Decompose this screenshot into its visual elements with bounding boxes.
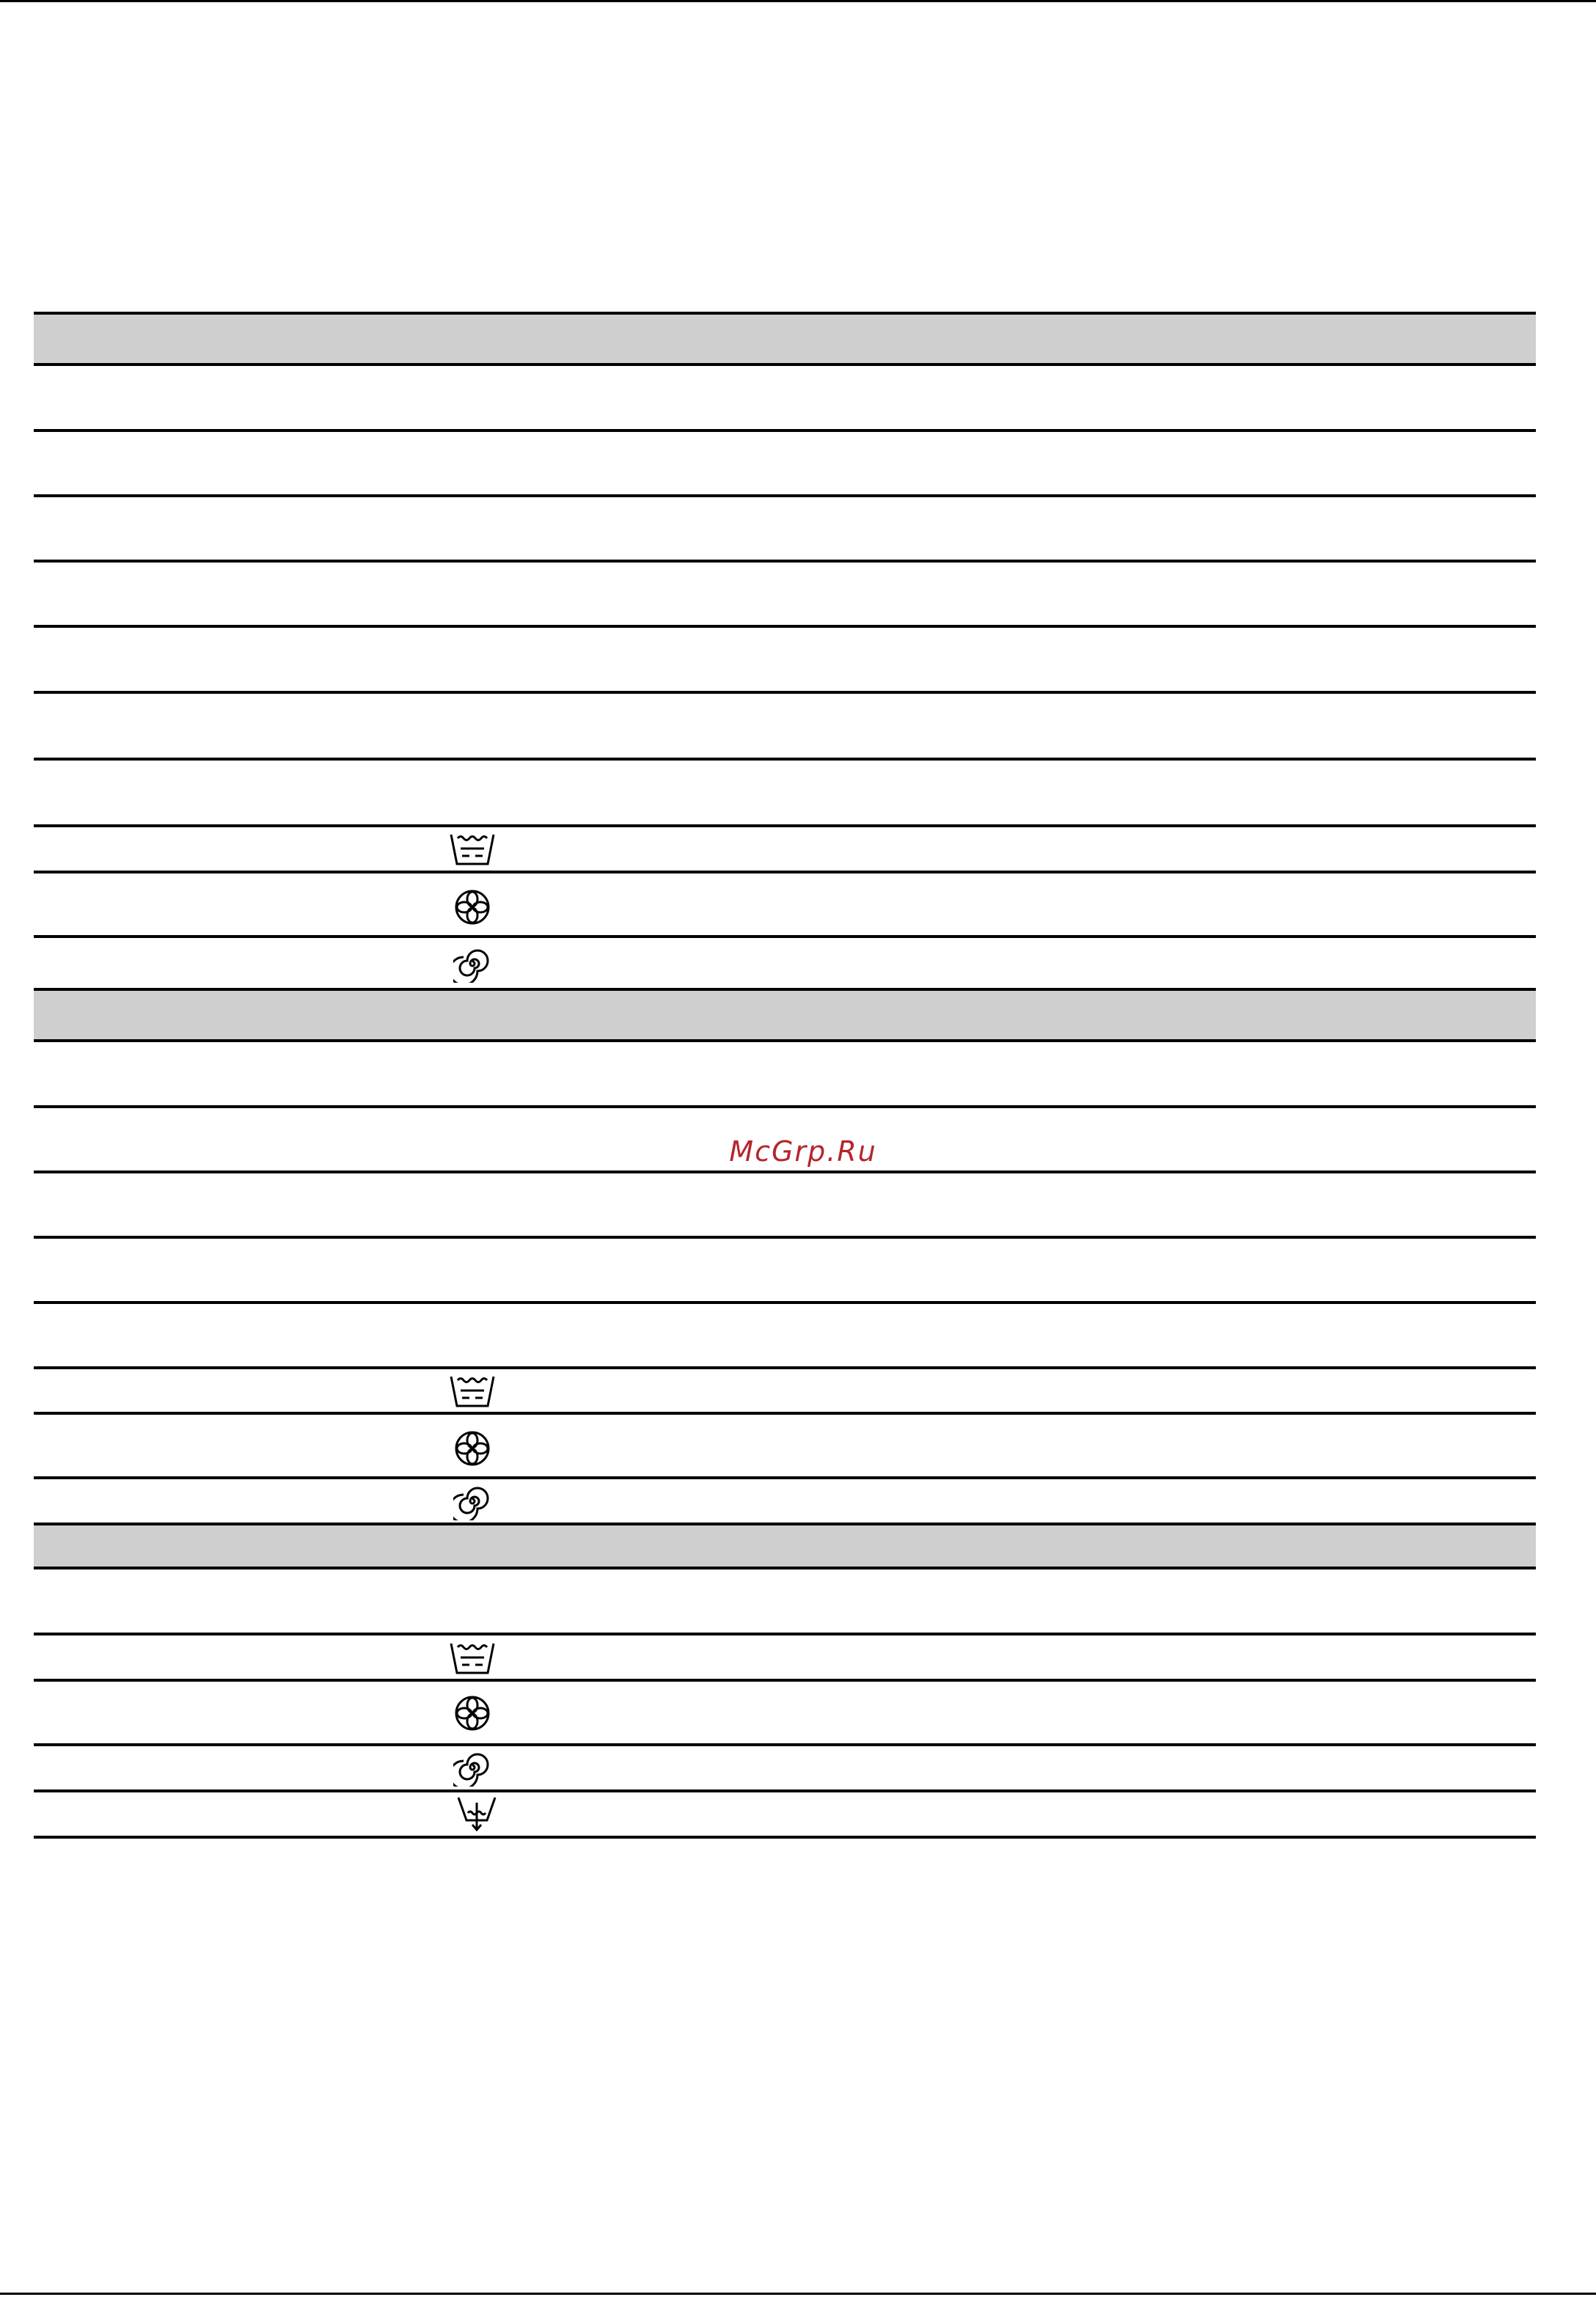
table-row-divider — [34, 1236, 1536, 1239]
spiral-spin-icon — [453, 945, 491, 983]
watermark-text: McGrp.Ru — [729, 1135, 877, 1168]
wash-tub-icon — [449, 1373, 496, 1408]
table-row-divider — [34, 1366, 1536, 1369]
table-row-divider — [34, 494, 1536, 497]
table-row-divider — [34, 1836, 1536, 1839]
fan-flower-icon — [453, 1429, 491, 1468]
table-row-divider — [34, 1743, 1536, 1746]
spiral-spin-icon — [453, 1482, 491, 1520]
table-row-divider — [34, 691, 1536, 694]
page-top-rule — [0, 0, 1596, 2]
table-row-divider — [34, 625, 1536, 628]
page-bottom-rule — [0, 2293, 1596, 2295]
table-row-divider — [34, 1476, 1536, 1479]
drain-tub-icon — [456, 1795, 497, 1832]
wash-tub-icon — [449, 1640, 496, 1675]
table-row-divider — [34, 935, 1536, 938]
table-row-divider — [34, 429, 1536, 432]
fan-flower-icon — [453, 888, 491, 926]
fan-flower-icon — [453, 1694, 491, 1732]
table-row-divider — [34, 1412, 1536, 1415]
table-row-divider — [34, 560, 1536, 563]
section-header-band-2 — [34, 988, 1536, 1042]
table-row-divider — [34, 824, 1536, 827]
table-row-divider — [34, 1633, 1536, 1635]
table-row-divider — [34, 758, 1536, 761]
table-row-divider — [34, 1789, 1536, 1792]
table-row-divider — [34, 1679, 1536, 1682]
table-row-divider — [34, 1301, 1536, 1304]
table-row-divider — [34, 1105, 1536, 1108]
section-header-band-1 — [34, 312, 1536, 366]
wash-tub-icon — [449, 831, 496, 866]
spiral-spin-icon — [453, 1748, 491, 1787]
table-row-divider — [34, 871, 1536, 873]
section-header-band-3 — [34, 1523, 1536, 1569]
